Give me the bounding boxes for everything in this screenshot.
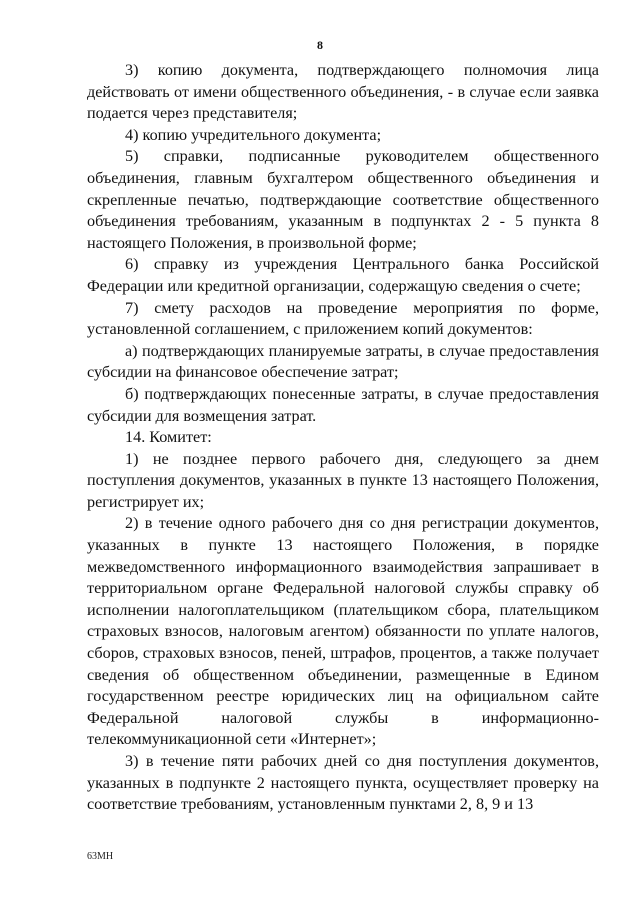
- page-number: 8: [317, 38, 323, 52]
- footer-document-code: 63МН: [87, 851, 114, 862]
- paragraph-item-6-bank-certificate: 6) справку из учреждения Центрального банка Российской Федерации или кредитной организации, содержащую сведения о счете;: [87, 255, 599, 295]
- paragraph-subitem-b-incurred-costs: б) подтверждающих понесенные затраты, в случае предоставления субсидии для возмещения затрат.: [87, 384, 599, 425]
- paragraph-item-3-representative-authority: 3) копию документа, подтверждающего полномочия лица действовать от имени общественного объединения, - в случае если заявка подается через представителя;: [87, 61, 599, 123]
- paragraph-committee-item-3-verification: 3) в течение пяти рабочих дней со дня поступления документов, указанных в подпункте 2 настоящего пункта, осуществляет проверку на соответствие требованиям, установленным пунктами 2, 8, 9 и 13: [87, 752, 599, 814]
- paragraph-committee-item-2-tax-request: 2) в течение одного рабочего дня со дня регистрации документов, указанных в пункте 13 настоящего Положения, в порядке межведомственного информационного взаимодействия запрашивает в территориальном органе Федеральной налоговой службы справку об исполнении налогоплательщиком (плательщиком сбора, плательщиком страховых взносов, налоговым агентом) обязанности по уплате налогов, сборов, страховых взносов, пеней, штрафов, процентов, а также получает сведения об общественном объединении, размещенные в Едином государственном реестре юридических лиц на официальном сайте Федеральной налоговой службы в информационно-телекоммуникационной сети «Интернет»;: [87, 514, 599, 749]
- paragraph-section-14-committee: 14. Комитет:: [125, 428, 212, 447]
- paragraph-item-4-founding-document: 4) копию учредительного документа;: [125, 125, 382, 144]
- document-body: [87, 60, 599, 816]
- paragraph-committee-item-1-registration: 1) не позднее первого рабочего дня, следующего за днем поступления документов, указанных в пункте 13 настоящего Положения, регистрирует их;: [87, 449, 599, 511]
- paragraph-item-5-certificates: 5) справки, подписанные руководителем общественного объединения, главным бухгалтером общественного объединения и скрепленные печатью, подтверждающие соответствие общественного объединения требованиям, указанным в подпунктах 2 - 5 пункта 8 настоящего Положения, в произвольной форме;: [87, 147, 599, 252]
- paragraph-subitem-a-planned-costs: а) подтверждающих планируемые затраты, в случае предоставления субсидии на финансовое обеспечение затрат;: [87, 341, 599, 382]
- paragraph-item-7-expense-estimate: 7) смету расходов на проведение мероприятия по форме, установленной соглашением, с приложением копий документов:: [87, 298, 599, 339]
